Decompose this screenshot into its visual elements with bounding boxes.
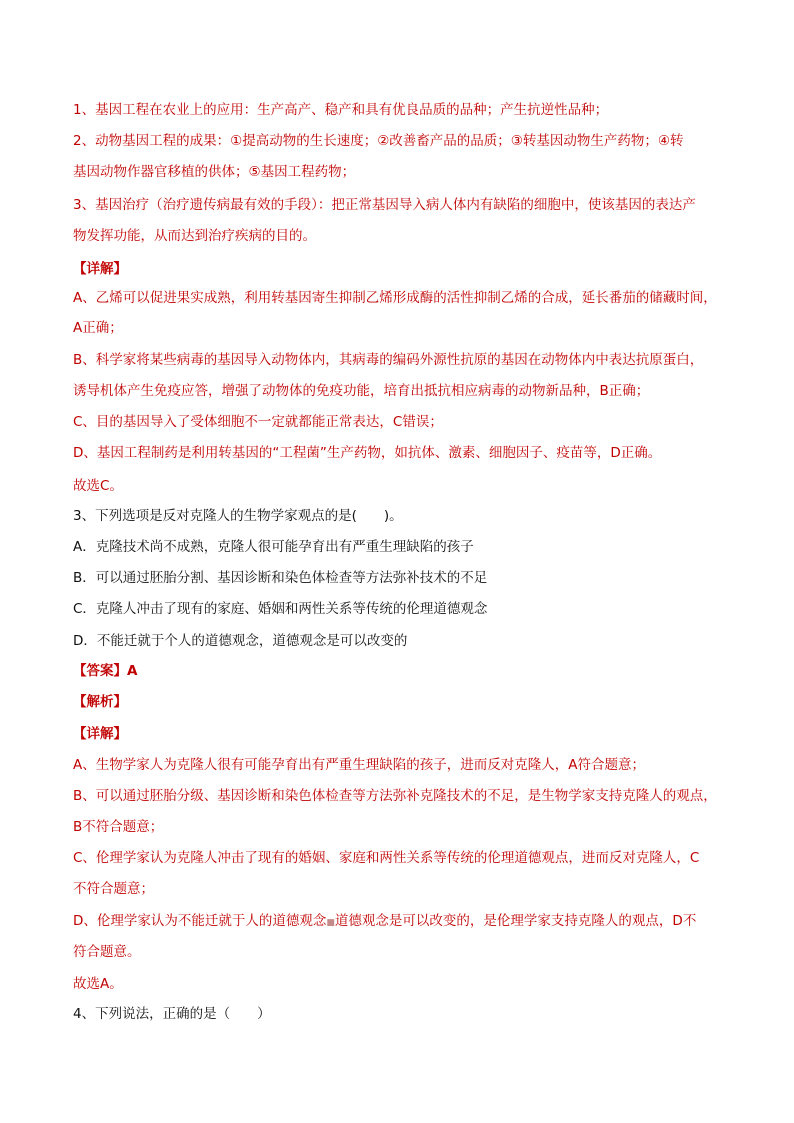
text-segment: D、伦理学家认为不能迁就于人的道德观念	[73, 913, 327, 929]
question-stem: 3、下列选项是反对克隆人的生物学家观点的是( )。	[73, 508, 403, 524]
text-line: 故选C。	[73, 478, 123, 494]
text-line: 符合题意。	[73, 944, 141, 960]
text-line: A、生物学家人为克隆人很有可能孕育出有严重生理缺陷的孩子，进而反对克隆人，A符合题意；	[73, 757, 645, 773]
text-line	[73, 911, 723, 931]
analysis-heading: 【解析】	[73, 694, 127, 710]
detail-heading: 【详解】	[73, 726, 127, 742]
text-segment: 道德观念是可以改变的，是伦理学家支持克隆人的观点，D不	[334, 913, 697, 929]
option-b: B．可以通过胚胎分割、基因诊断和染色体检查等方法弥补技术的不足	[73, 570, 488, 586]
text-line: C、目的基因导入了受体细胞不一定就都能正常表达，C错误；	[73, 414, 443, 430]
watermark-mark: ■	[326, 918, 335, 928]
text-line: 3、基因治疗（治疗遗传病最有效的手段）：把正常基因导入病人体内有缺陷的细胞中，使该基因的表达产	[73, 197, 696, 213]
text-line: A正确；	[73, 320, 123, 336]
text-line: D、基因工程制药是利用转基因的“工程菌”生产药物，如抗体、激素、细胞因子、疫苗等，D正确。	[73, 445, 662, 461]
text-line: 诱导机体产生免疫应答，增强了动物体的免疫功能，培育出抵抗相应病毒的动物新品种，B正确；	[73, 383, 650, 399]
text-line: B不符合题意；	[73, 819, 164, 835]
text-line: 物发挥功能，从而达到治疗疾病的目的。	[73, 228, 316, 244]
section-heading: 【详解】	[73, 261, 127, 277]
text-line: B、可以通过胚胎分级、基因诊断和染色体检查等方法弥补克隆技术的不足，是生物学家支持克隆人的观点，	[73, 788, 717, 804]
text-line: A、乙烯可以促进果实成熟，利用转基因寄生抑制乙烯形成酶的活性抑制乙烯的合成，延长番茄的储藏时间，	[73, 290, 717, 306]
question-stem: 4、下列说法，正确的是（ ）	[73, 1006, 271, 1022]
text-line: B、科学家将某些病毒的基因导入动物体内，其病毒的编码外源性抗原的基因在动物体内中表达抗原蛋白，	[73, 352, 704, 368]
text-line: 基因动物作器官移植的供体；⑤基因工程药物；	[73, 164, 356, 180]
option-c: C．克隆人冲击了现有的家庭、婚姻和两性关系等传统的伦理道德观念	[73, 601, 488, 617]
text-line: 故选A。	[73, 976, 123, 992]
text-line: 1、基因工程在农业上的应用：生产高产、稳产和具有优良品质的品种；产生抗逆性品种；	[73, 102, 609, 118]
text-line: C、伦理学家认为克隆人冲击了现有的婚姻、家庭和两性关系等传统的伦理道德观点，进而反对克隆人，C	[73, 850, 700, 866]
option-a: A．克隆技术尚不成熟，克隆人很可能孕育出有严重生理缺陷的孩子	[73, 539, 474, 555]
text-line: 不符合题意；	[73, 881, 154, 897]
text-line: 2、动物基因工程的成果：①提高动物的生长速度；②改善畜产品的品质；③转基因动物生产药物；④转	[73, 133, 684, 149]
option-d: D．不能迁就于个人的道德观念，道德观念是可以改变的	[73, 633, 408, 649]
answer-label: 【答案】A	[73, 663, 138, 679]
